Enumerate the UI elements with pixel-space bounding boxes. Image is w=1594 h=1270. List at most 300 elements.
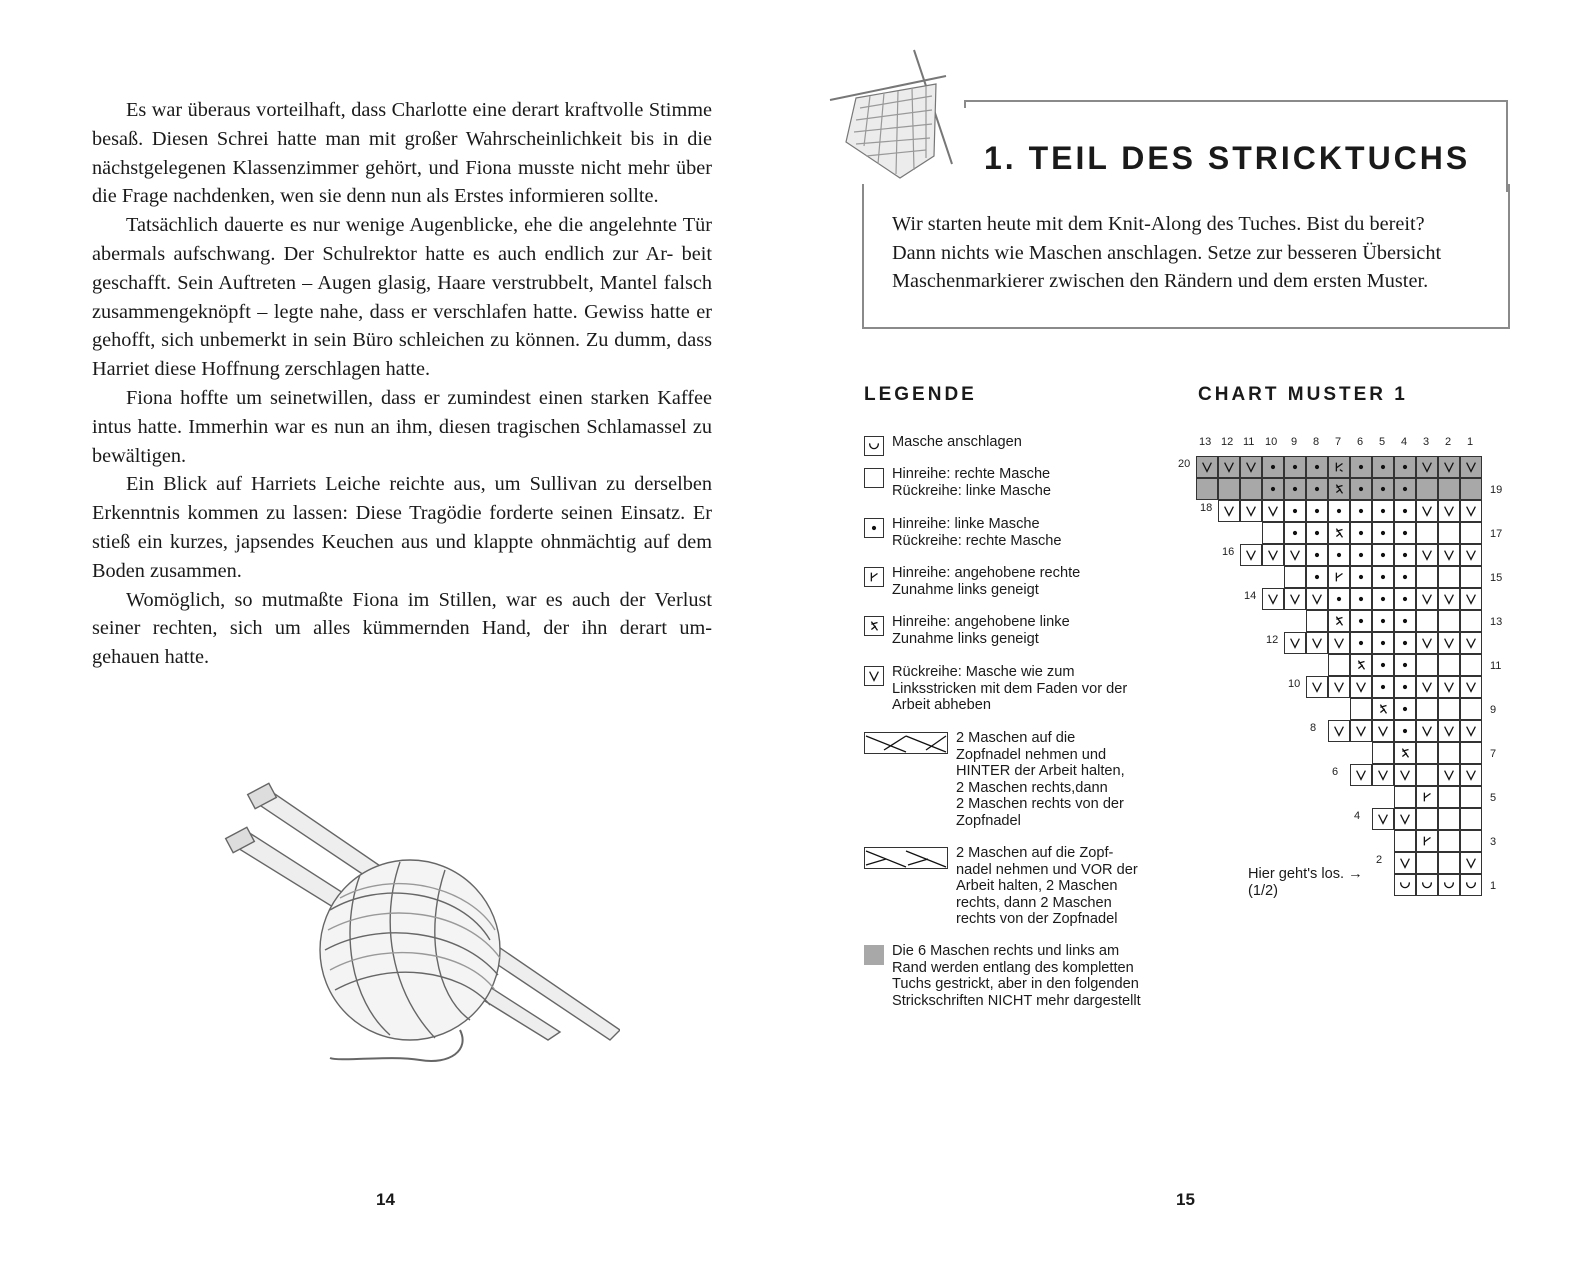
chart-cell <box>1416 808 1438 830</box>
chart-cell-symbol <box>1329 523 1349 543</box>
chart-cell <box>1372 808 1394 830</box>
legend-text <box>956 845 1138 928</box>
chart-cell-symbol <box>1373 457 1393 477</box>
chart-cell-symbol <box>1329 501 1349 521</box>
chart-cell-symbol <box>1395 457 1415 477</box>
story-line: dem Boden zusammen. <box>92 530 713 582</box>
purl-dot-symbol <box>1354 460 1368 474</box>
story-line: seiner rechten, sich um alles kümmernden Hand, der ihn derart um- <box>92 617 712 640</box>
chart-cell-symbol <box>1417 677 1437 697</box>
chart-cell <box>1394 720 1416 742</box>
legend-line: Zunahme links geneigt <box>892 630 1039 647</box>
legend-line: 2 Maschen rechts,dann <box>956 779 1108 796</box>
chart-cell <box>1372 478 1394 500</box>
purl-dot-symbol <box>1376 680 1390 694</box>
slip-symbol <box>1222 504 1236 518</box>
chart-cell <box>1460 698 1482 720</box>
purl-dot-symbol <box>1354 548 1368 562</box>
row-number: 20 <box>1178 458 1191 470</box>
increase-left-symbol <box>1332 482 1346 496</box>
chart-cell-symbol <box>1285 545 1305 565</box>
chart-cell <box>1438 830 1460 852</box>
chart-cell-symbol <box>1461 765 1481 785</box>
chart-cell <box>1416 478 1438 500</box>
chart-cell-symbol <box>1351 589 1371 609</box>
chart-cell <box>1350 544 1372 566</box>
chart-cell-symbol <box>1395 523 1415 543</box>
purl-dot-symbol <box>1376 570 1390 584</box>
purl-dot-symbol <box>1398 724 1412 738</box>
slip-symbol <box>1398 856 1412 870</box>
chart-cell <box>1438 720 1460 742</box>
legend-line: 2 Maschen auf die <box>956 730 1076 746</box>
chart-cell-symbol <box>1219 501 1239 521</box>
story-line: beit geschafft. Sein Auftreten – Augen glasig, Haare verstrubbelt, Mantel <box>92 242 712 294</box>
chart-cell-symbol <box>1329 611 1349 631</box>
chart-cell <box>1328 566 1350 588</box>
slip-symbol <box>1354 768 1368 782</box>
chart-cell <box>1460 786 1482 808</box>
chart-cell <box>1394 456 1416 478</box>
row-number: 14 <box>1244 590 1257 602</box>
chart-cell <box>1372 764 1394 786</box>
start-note-line-2: (1/2) <box>1248 883 1279 899</box>
chart-cell-symbol <box>1307 633 1327 653</box>
purl-dot-symbol <box>1398 482 1412 496</box>
chart-cell <box>1460 522 1482 544</box>
legend-text <box>956 730 1125 830</box>
intro-line: Dann nichts wie Maschen anschlagen. Setze zur besseren Übersicht <box>892 241 1442 264</box>
chart-cell <box>1394 632 1416 654</box>
column-number: 11 <box>1243 436 1255 448</box>
purl-dot-symbol <box>1288 526 1302 540</box>
intro-line: Wir starten heute mit dem Knit-Along des Tuches. Bist du bereit? <box>892 213 1425 235</box>
chart-cell <box>1460 478 1482 500</box>
chart-cell <box>1394 478 1416 500</box>
chart-cell-symbol <box>1395 655 1415 675</box>
chart-cell <box>1328 500 1350 522</box>
chart-cell-symbol <box>1395 743 1415 763</box>
column-number: 10 <box>1265 436 1278 448</box>
purl-dot-symbol <box>1310 504 1324 518</box>
chart-cell <box>1350 698 1372 720</box>
purl-dot-symbol <box>1376 548 1390 562</box>
chart-cell-symbol <box>1395 611 1415 631</box>
chart-cell-symbol <box>1285 589 1305 609</box>
purl-dot-symbol <box>1398 702 1412 716</box>
slip-symbol <box>1442 768 1456 782</box>
legend-line: Rückreihe: rechte Masche <box>892 532 1062 549</box>
row-number: 3 <box>1490 836 1497 848</box>
chart-cell <box>1394 566 1416 588</box>
legend-text <box>892 516 1062 549</box>
chart-cell-symbol <box>1197 457 1217 477</box>
chart-cell-symbol <box>1461 721 1481 741</box>
legend-line: Strickschriften NICHT mehr dargestellt <box>892 992 1141 1009</box>
gray-symbol-icon <box>864 945 884 965</box>
chart-cell-symbol <box>1351 501 1371 521</box>
purl-dot-symbol <box>1398 548 1412 562</box>
chart-cell <box>1394 698 1416 720</box>
legend-line: HINTER der Arbeit halten, <box>956 763 1125 780</box>
cable-back-symbol-icon <box>864 732 948 754</box>
chart-cell <box>1460 500 1482 522</box>
column-number: 13 <box>1199 436 1212 448</box>
purl-dot-symbol <box>1310 482 1324 496</box>
purl-dot-symbol <box>1288 482 1302 496</box>
legend-line: rechts, dann 2 Maschen <box>956 894 1112 911</box>
purl-dot-symbol <box>1354 482 1368 496</box>
chart-cell-symbol <box>1373 479 1393 499</box>
column-number: 12 <box>1221 436 1234 448</box>
slip-symbol <box>1464 460 1478 474</box>
cast-on-symbol <box>1420 878 1434 892</box>
chart-cell <box>1394 764 1416 786</box>
chart-cell <box>1372 720 1394 742</box>
chart-cell <box>1416 588 1438 610</box>
legend-line: rechts von der Zopfnadel <box>956 911 1118 928</box>
column-number: 1 <box>1467 436 1474 448</box>
chart-cell <box>1438 852 1460 874</box>
purl-dot-symbol <box>1288 504 1302 518</box>
chart-cell <box>1416 676 1438 698</box>
chart-cell <box>1372 456 1394 478</box>
row-number: 11 <box>1490 660 1502 672</box>
chart-cell-symbol <box>1351 545 1371 565</box>
legend-line: 2 Maschen auf die Zopf- <box>956 845 1114 861</box>
chart-cell-symbol <box>1373 567 1393 587</box>
chart-cell-symbol <box>1241 457 1261 477</box>
chart-cell <box>1438 478 1460 500</box>
legend-line: Zopfnadel <box>956 812 1021 829</box>
story-paragraph <box>92 586 712 672</box>
slip-symbol <box>1464 724 1478 738</box>
chart-cell <box>1372 610 1394 632</box>
chart-cell <box>1372 566 1394 588</box>
purl-dot-symbol <box>1354 504 1368 518</box>
column-number: 5 <box>1379 436 1386 448</box>
story-line: dumm, dass Harriet diese Hoffnung zerschlagen hatte. <box>92 329 712 381</box>
chart-cell-symbol <box>1373 677 1393 697</box>
legend-text <box>892 943 1141 1009</box>
slip-symbol <box>1288 636 1302 650</box>
story-line: nicht mehr über die Frage nachdenken, wen sie denn nun als Erstes <box>92 156 712 208</box>
chart-cell <box>1306 676 1328 698</box>
row-number: 5 <box>1490 792 1497 804</box>
chart-cell <box>1372 544 1394 566</box>
slip-symbol <box>1244 548 1258 562</box>
chart-cell-symbol <box>1373 611 1393 631</box>
chart-cell-symbol <box>1417 501 1437 521</box>
slip-symbol <box>1464 548 1478 562</box>
chart-cell-symbol <box>1395 479 1415 499</box>
purl-dot-symbol <box>1310 548 1324 562</box>
chart-cell-symbol <box>1439 677 1459 697</box>
column-number: 2 <box>1445 436 1452 448</box>
purl-dot-symbol <box>1398 570 1412 584</box>
chart-cell <box>1350 522 1372 544</box>
chart-cell <box>1416 786 1438 808</box>
chart-cell-symbol <box>1461 677 1481 697</box>
purl-dot-symbol <box>1310 570 1324 584</box>
chart-cell-symbol <box>1263 457 1283 477</box>
cast-on-symbol <box>1442 878 1456 892</box>
purl-dot-symbol <box>1376 504 1390 518</box>
slip-symbol <box>1420 548 1434 562</box>
row-number: 6 <box>1332 766 1339 778</box>
chart-cell-symbol <box>1439 633 1459 653</box>
column-number: 9 <box>1291 436 1298 448</box>
slip-symbol <box>1464 768 1478 782</box>
chart-cell <box>1438 808 1460 830</box>
chart-cell-symbol <box>1461 589 1481 609</box>
chart-cell <box>1460 742 1482 764</box>
chart-cell-symbol <box>1351 677 1371 697</box>
chart-cell <box>1438 588 1460 610</box>
section-title: 1. TEIL DES STRICKTUCHS <box>984 140 1471 176</box>
purl-dot-symbol <box>1332 504 1346 518</box>
slip-symbol <box>1420 460 1434 474</box>
chart-cell <box>1284 522 1306 544</box>
row-number: 18 <box>1200 502 1213 514</box>
legend-text <box>892 466 1051 499</box>
chart-cell <box>1284 544 1306 566</box>
chart-cell <box>1218 500 1240 522</box>
chart-cell-symbol <box>1285 457 1305 477</box>
chart-cell-symbol <box>1351 633 1371 653</box>
chart-cell-symbol <box>1307 545 1327 565</box>
chart-cell <box>1240 456 1262 478</box>
row-number: 10 <box>1288 678 1301 690</box>
purl-dot-symbol <box>1354 592 1368 606</box>
legend-line: Die 6 Maschen rechts und links am <box>892 943 1120 959</box>
chart-cell-symbol <box>1351 721 1371 741</box>
chart-heading: CHART MUSTER 1 <box>1198 384 1408 405</box>
increase-left-symbol <box>1376 702 1390 716</box>
chart-cell <box>1438 764 1460 786</box>
slip-symbol <box>1398 812 1412 826</box>
chart-cell <box>1438 786 1460 808</box>
legend-line: Hinreihe: angehobene rechte <box>892 565 1081 581</box>
story-line: gehauen hatte. <box>92 646 210 669</box>
slip-symbol <box>1420 504 1434 518</box>
column-number: 7 <box>1335 436 1342 448</box>
row-number: 13 <box>1490 616 1503 628</box>
start-note-line-1: Hier geht's los. → <box>1248 866 1363 882</box>
chart-cell-symbol <box>1307 457 1327 477</box>
chart-cell <box>1394 654 1416 676</box>
purl-dot-symbol <box>1376 526 1390 540</box>
chart-cell-symbol <box>1417 787 1437 807</box>
story-line: Ein Blick auf Harriets Leiche reichte aus, um Sullivan zu derselben <box>126 473 712 496</box>
chart-cell <box>1328 544 1350 566</box>
chart-cell <box>1394 610 1416 632</box>
story-line: intus hatte. Immerhin war es nun an ihm, diesen tragischen Schlamassel <box>92 415 687 438</box>
intro-text <box>892 210 1482 296</box>
chart-cell <box>1372 632 1394 654</box>
chart-cell <box>1460 456 1482 478</box>
inc-right-symbol-icon <box>864 567 884 587</box>
chart-cell <box>1306 588 1328 610</box>
slip-symbol <box>1442 504 1456 518</box>
chart-cell-symbol <box>1373 501 1393 521</box>
chart-cell <box>1394 786 1416 808</box>
column-number: 4 <box>1401 436 1408 448</box>
chart-cell <box>1438 654 1460 676</box>
row-number: 19 <box>1490 484 1503 496</box>
cable-front-symbol-icon <box>864 847 948 869</box>
row-number: 2 <box>1376 854 1383 866</box>
slip-symbol <box>1442 636 1456 650</box>
chart-cell <box>1438 874 1460 896</box>
chart-cell <box>1350 764 1372 786</box>
chart-cell <box>1416 566 1438 588</box>
chart-cell <box>1350 720 1372 742</box>
chart-cell-symbol <box>1461 501 1481 521</box>
chart-cell <box>1438 566 1460 588</box>
chart-cell-symbol <box>1395 589 1415 609</box>
slip-symbol <box>1266 548 1280 562</box>
purl-dot-symbol <box>1398 460 1412 474</box>
chart-cell-symbol <box>1417 457 1437 477</box>
chart-cell <box>1416 720 1438 742</box>
chart-cell <box>1394 544 1416 566</box>
chart-cell-symbol <box>1439 457 1459 477</box>
chart-cell <box>1372 522 1394 544</box>
dot-symbol-icon <box>864 518 884 538</box>
story-text <box>92 96 712 672</box>
chart-cell <box>1460 852 1482 874</box>
chart-cell-symbol <box>1351 611 1371 631</box>
slip-symbol <box>1420 680 1434 694</box>
chart-cell-symbol <box>1285 479 1305 499</box>
story-line: Erkenntnis kommen zu lassen: Diese Tragödie forderte seinen Einsatz. <box>92 502 686 525</box>
slip-symbol <box>1420 724 1434 738</box>
chart-cell <box>1350 632 1372 654</box>
chart-cell <box>1350 676 1372 698</box>
chart-cell-symbol <box>1373 633 1393 653</box>
chart-cell <box>1416 544 1438 566</box>
chart-cell <box>1262 544 1284 566</box>
chart-cell-symbol <box>1395 501 1415 521</box>
cast-on-symbol-icon <box>864 436 884 456</box>
purl-dot-symbol <box>1354 614 1368 628</box>
chart-cell <box>1328 522 1350 544</box>
chart-cell-symbol <box>1395 875 1415 895</box>
legend-text <box>892 664 1127 714</box>
slip-symbol <box>1420 592 1434 606</box>
chart-cell-symbol <box>1351 655 1371 675</box>
chart-cell-symbol <box>1351 765 1371 785</box>
legend-line: Hinreihe: rechte Masche <box>892 466 1051 482</box>
purl-dot-symbol <box>867 521 881 535</box>
row-number: 7 <box>1490 748 1497 760</box>
chart-cell-symbol <box>1307 677 1327 697</box>
slip-symbol-icon <box>864 666 884 686</box>
chart-cell-symbol <box>1417 589 1437 609</box>
chart-cell-symbol <box>1417 875 1437 895</box>
chart-cell-symbol <box>1439 545 1459 565</box>
chart-cell-symbol <box>1395 853 1415 873</box>
chart-cell <box>1350 654 1372 676</box>
chart-cell-symbol <box>1461 457 1481 477</box>
legend-line: Arbeit abheben <box>892 697 991 714</box>
slip-symbol <box>1442 460 1456 474</box>
chart-cell-symbol <box>1351 567 1371 587</box>
chart-cell <box>1416 456 1438 478</box>
chart-cell <box>1284 632 1306 654</box>
chart-cell-symbol <box>1241 545 1261 565</box>
purl-dot-symbol <box>1332 592 1346 606</box>
increase-left-symbol <box>867 619 881 633</box>
row-number: 12 <box>1266 634 1279 646</box>
story-line: falsch zusammengeknöpft – legte nahe, dass er verschlafen hatte. Gewiss <box>92 271 712 323</box>
purl-dot-symbol <box>1376 592 1390 606</box>
chart-cell <box>1394 500 1416 522</box>
slip-symbol <box>1354 680 1368 694</box>
chart-cell-symbol <box>1373 809 1393 829</box>
slip-symbol <box>1200 460 1214 474</box>
chart-cell <box>1438 742 1460 764</box>
chart-cell <box>1394 742 1416 764</box>
chart-cell <box>1284 500 1306 522</box>
chart-cell <box>1460 654 1482 676</box>
chart-cell <box>1438 632 1460 654</box>
slip-symbol <box>1442 724 1456 738</box>
chart-cell-symbol <box>1439 501 1459 521</box>
chart-cell <box>1306 500 1328 522</box>
chart-cell <box>1350 456 1372 478</box>
chart-cell <box>1328 456 1350 478</box>
chart-cell-symbol <box>1395 765 1415 785</box>
row-number: 8 <box>1310 722 1317 734</box>
chart-cell <box>1460 720 1482 742</box>
chart-cell <box>1460 610 1482 632</box>
chart-cell <box>1460 566 1482 588</box>
purl-dot-symbol <box>1398 658 1412 672</box>
chart-cell-symbol <box>1241 501 1261 521</box>
chart-cell <box>1328 654 1350 676</box>
chart-cell-symbol <box>1307 523 1327 543</box>
chart-cell <box>1438 676 1460 698</box>
chart-cell-symbol <box>1307 589 1327 609</box>
yarn-ball-illustration <box>220 780 620 1070</box>
chart-cell-symbol <box>1373 765 1393 785</box>
slip-symbol <box>1310 592 1324 606</box>
purl-dot-symbol <box>1398 636 1412 650</box>
increase-right-symbol <box>867 570 881 584</box>
purl-dot-symbol <box>1332 548 1346 562</box>
chart-cell <box>1372 500 1394 522</box>
legend-line: Masche anschlagen <box>892 434 1022 450</box>
increase-right-symbol <box>1420 790 1434 804</box>
chart-cell <box>1306 566 1328 588</box>
chart-cell <box>1394 676 1416 698</box>
chart-cell <box>1284 456 1306 478</box>
chart-cell <box>1350 610 1372 632</box>
story-line: Er stieß ein kurzes, japsendes Keuchen aus und klappte ohnmächtig auf <box>92 502 712 553</box>
legend-line: Linksstricken mit dem Faden vor der <box>892 680 1128 697</box>
chart-cell <box>1460 764 1482 786</box>
chart-cell <box>1394 588 1416 610</box>
chart-cell <box>1328 478 1350 500</box>
slip-symbol <box>1464 504 1478 518</box>
page-number-right: 15 <box>1176 1190 1195 1209</box>
cable-symbol <box>1332 460 1346 474</box>
legend-line: Zopfnadel nehmen und <box>956 746 1107 763</box>
purl-dot-symbol <box>1266 482 1280 496</box>
chart-cell-symbol <box>1439 721 1459 741</box>
